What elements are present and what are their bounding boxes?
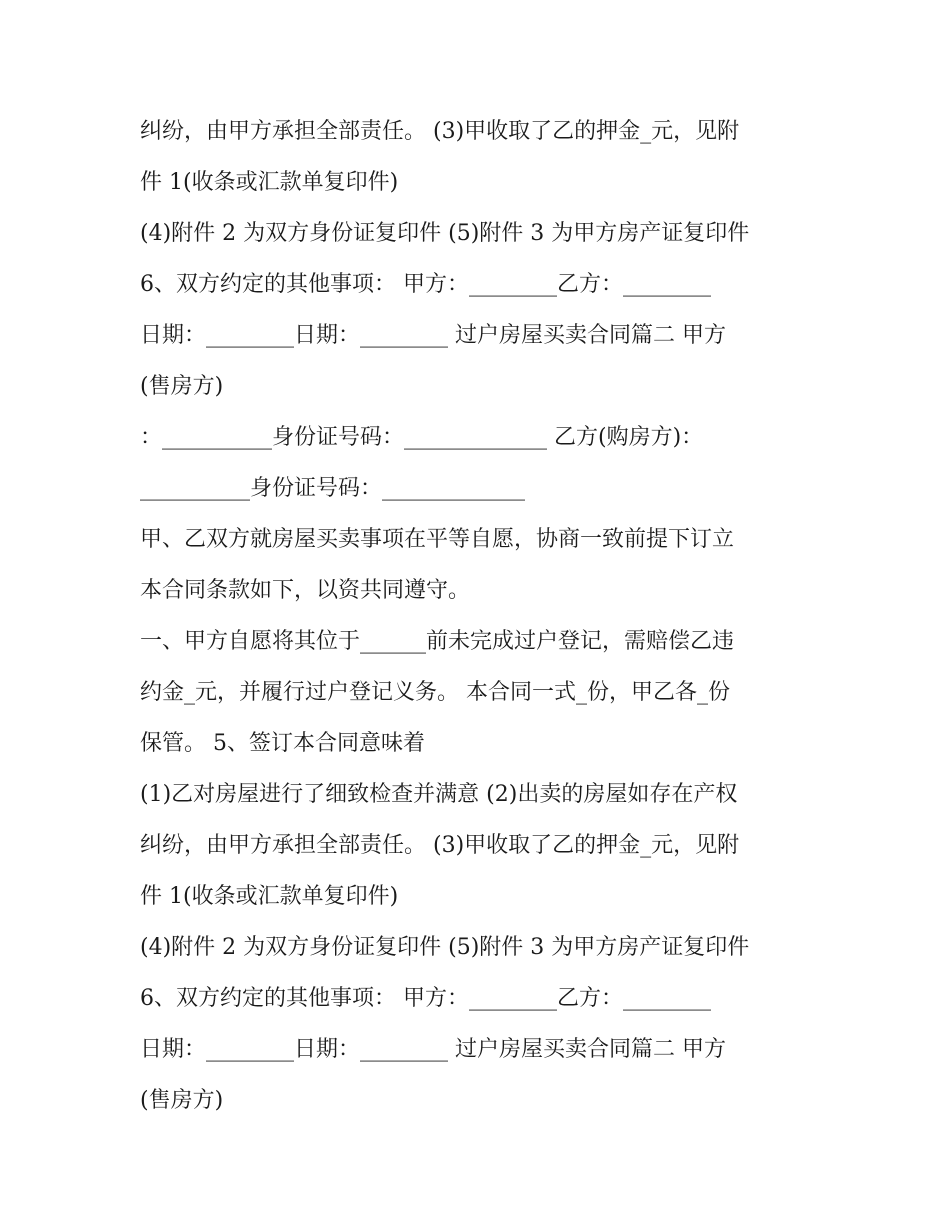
text-line-4: 6、双方约定的其他事项： 甲方：________乙方：________ — [140, 272, 711, 297]
text-line-9: 甲、乙双方就房屋买卖事项在平等自愿，协商一致前提下订立 — [140, 527, 735, 552]
text-line-17: (4)附件 2 为双方身份证复印件 (5)附件 3 为甲方房产证复印件 — [140, 935, 750, 960]
text-line-16: 件 1(收条或汇款单复印件) — [140, 884, 399, 909]
text-line-3: (4)附件 2 为双方身份证复印件 (5)附件 3 为甲方房产证复印件 — [140, 221, 750, 246]
contract-text — [140, 106, 830, 1126]
text-line-15: 纠纷，由甲方承担全部责任。 (3)甲收取了乙的押金_元，见附 — [140, 833, 740, 858]
text-line-7: ：__________身份证号码：_____________ 乙方(购房方)： — [140, 425, 704, 450]
text-line-19: 日期：________日期：________ 过户房屋买卖合同篇二 甲方 — [140, 1037, 726, 1062]
text-line-2: 件 1(收条或汇款单复印件) — [140, 170, 399, 195]
text-line-20: (售房方) — [140, 1088, 224, 1113]
text-line-12: 约金_元，并履行过户登记义务。 本合同一式_份，甲乙各_份 — [140, 680, 730, 705]
text-line-10: 本合同条款如下，以资共同遵守。 — [140, 578, 471, 603]
text-line-5: 日期：________日期：________ 过户房屋买卖合同篇二 甲方 — [140, 323, 726, 348]
text-line-1: 纠纷，由甲方承担全部责任。 (3)甲收取了乙的押金_元，见附 — [140, 119, 740, 144]
text-line-11: 一、甲方自愿将其位于______前未完成过户登记，需赔偿乙违 — [140, 629, 735, 654]
text-line-14: (1)乙对房屋进行了细致检查并满意 (2)出卖的房屋如存在产权 — [140, 782, 738, 807]
text-line-8: __________身份证号码：_____________ — [140, 476, 526, 501]
text-line-13: 保管。 5、签订本合同意味着 — [140, 731, 425, 756]
text-line-18: 6、双方约定的其他事项： 甲方：________乙方：________ — [140, 986, 711, 1011]
text-line-6: (售房方) — [140, 374, 224, 399]
